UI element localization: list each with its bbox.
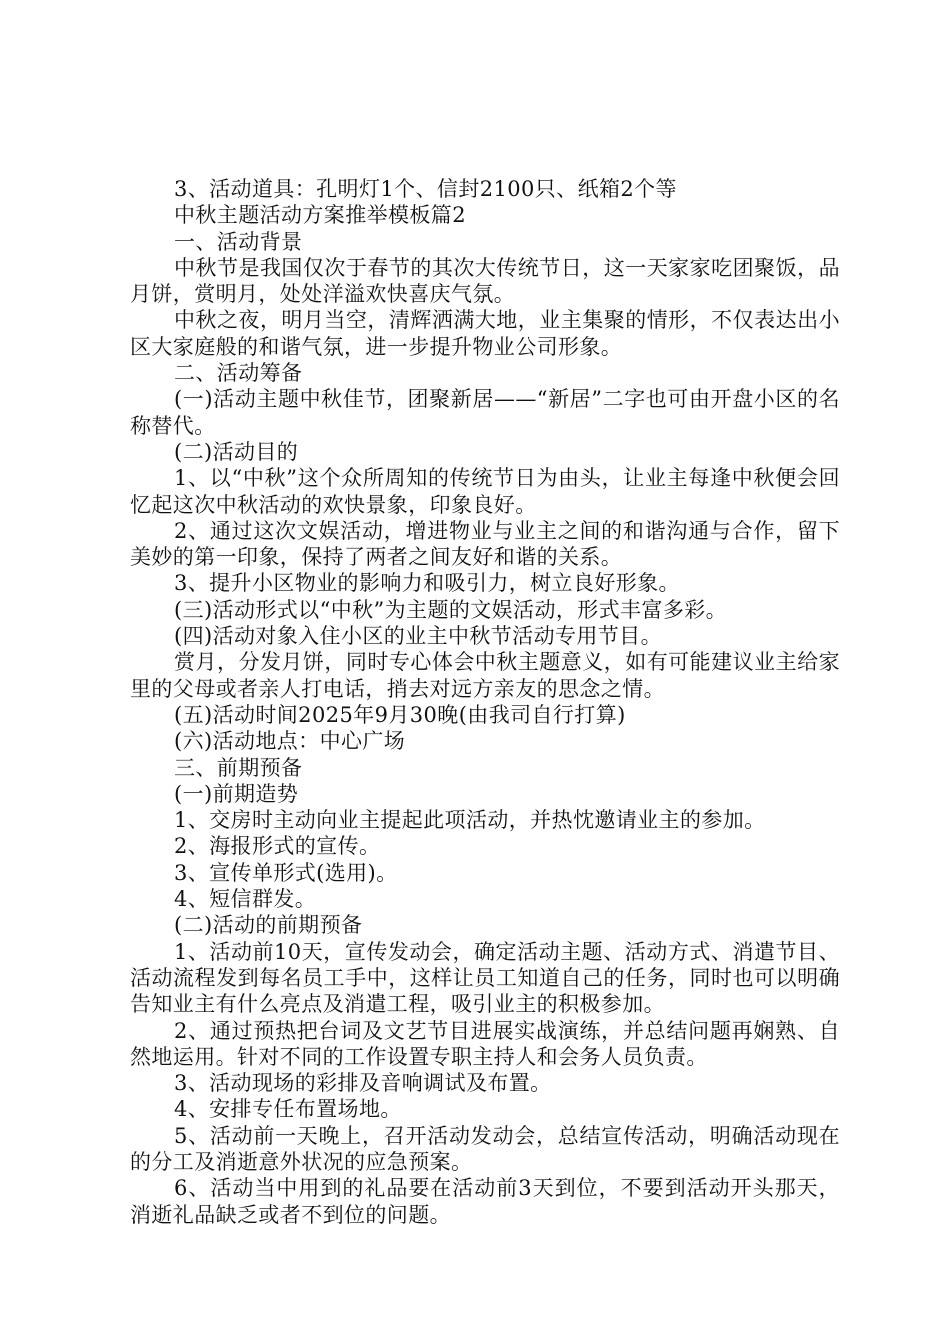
paragraph-theme: (一)活动主题中秋佳节，团聚新居——“新居”二字也可由开盘小区的名称替代。 [130, 387, 840, 438]
paragraph-background-2: 中秋之夜，明月当空，清辉洒满大地，业主集聚的情形，不仅表达出小区大家庭般的和谐气氛，进一步提升物业公司形象。 [130, 308, 840, 359]
paragraph-promotion-3: 3、宣传单形式(选用)。 [174, 860, 398, 885]
paragraph-prep-3: 3、活动现场的彩排及音响调试及布置。 [174, 1071, 552, 1096]
paragraph-location: (六)活动地点：中心广场 [174, 729, 406, 754]
paragraph-template-title: 中秋主题活动方案推举模板篇2 [174, 203, 466, 228]
paragraph-promotion-2: 2、海报形式的宣传。 [174, 834, 381, 859]
paragraph-prep-6: 6、活动当中用到的礼品要在活动前3天到位，不要到活动开头那天，消逝礼品缺乏或者不到位的问题。 [130, 1176, 840, 1227]
heading-early-prep: 三、前期预备 [174, 755, 303, 780]
paragraph-background-1: 中秋节是我国仅次于春节的其次大传统节日，这一天家家吃团聚饭，品月饼，赏明月，处处洋溢欢快喜庆气氛。 [130, 255, 840, 307]
heading-purpose: (二)活动目的 [174, 439, 299, 464]
paragraph-purpose-3: 3、提升小区物业的影响力和吸引力，树立良好形象。 [174, 571, 680, 596]
paragraph-prep-5: 5、活动前一天晚上，召开活动发动会，总结宣传活动，明确活动现在的分工及消逝意外状况的应急预案。 [130, 1123, 840, 1174]
paragraph-time: (五)活动时间2025年9月30晚(由我司自行打算) [174, 702, 626, 727]
paragraph-props: 3、活动道具：孔明灯1个、信封2100只、纸箱2个等 [174, 177, 677, 201]
heading-preparation: 二、活动筹备 [174, 361, 303, 386]
paragraph-prep-2: 2、通过预热把台词及文艺节目进展实战演练，并总结问题再娴熟、自然地运用。针对不同的工作设置专职主持人和会务人员负责。 [130, 1018, 840, 1069]
paragraph-purpose-2: 2、通过这次文娱活动，增进物业与业主之间的和谐沟通与合作，留下美妙的第一印象，保持了两者之间友好和谐的关系。 [130, 518, 840, 570]
paragraph-audience: (四)活动对象入住小区的业主中秋节活动专用节目。 [174, 624, 662, 649]
paragraph-prep-1: 1、活动前10天，宣传发动会，确定活动主题、活动方式、消遣节目、活动流程发到每名员工手中，这样让员工知道自己的任务，同时也可以明确告知业主有什么亮点及消遣工程，吸引业主的积极参加。 [130, 939, 840, 1017]
paragraph-purpose-1: 1、以“中秋”这个众所周知的传统节日为由头，让业主每逢中秋便会回忆起这次中秋活动的欢快景象，印象良好。 [130, 466, 840, 517]
heading-activity-prep: (二)活动的前期预备 [174, 913, 363, 938]
paragraph-prep-4: 4、安排专任布置场地。 [174, 1097, 402, 1122]
document-body [130, 176, 840, 1228]
paragraph-moon-viewing: 赏月，分发月饼，同时专心体会中秋主题意义，如有可能建议业主给家里的父母或者亲人打电话，捎去对远方亲友的思念之情。 [130, 650, 840, 701]
paragraph-promotion-4: 4、短信群发。 [174, 887, 317, 912]
paragraph-form: (三)活动形式以“中秋”为主题的文娱活动，形式丰富多彩。 [174, 597, 728, 622]
heading-background: 一、活动背景 [174, 229, 303, 254]
heading-promotion: (一)前期造势 [174, 781, 299, 806]
paragraph-promotion-1: 1、交房时主动向业主提起此项活动，并热忱邀请业主的参加。 [174, 808, 766, 833]
